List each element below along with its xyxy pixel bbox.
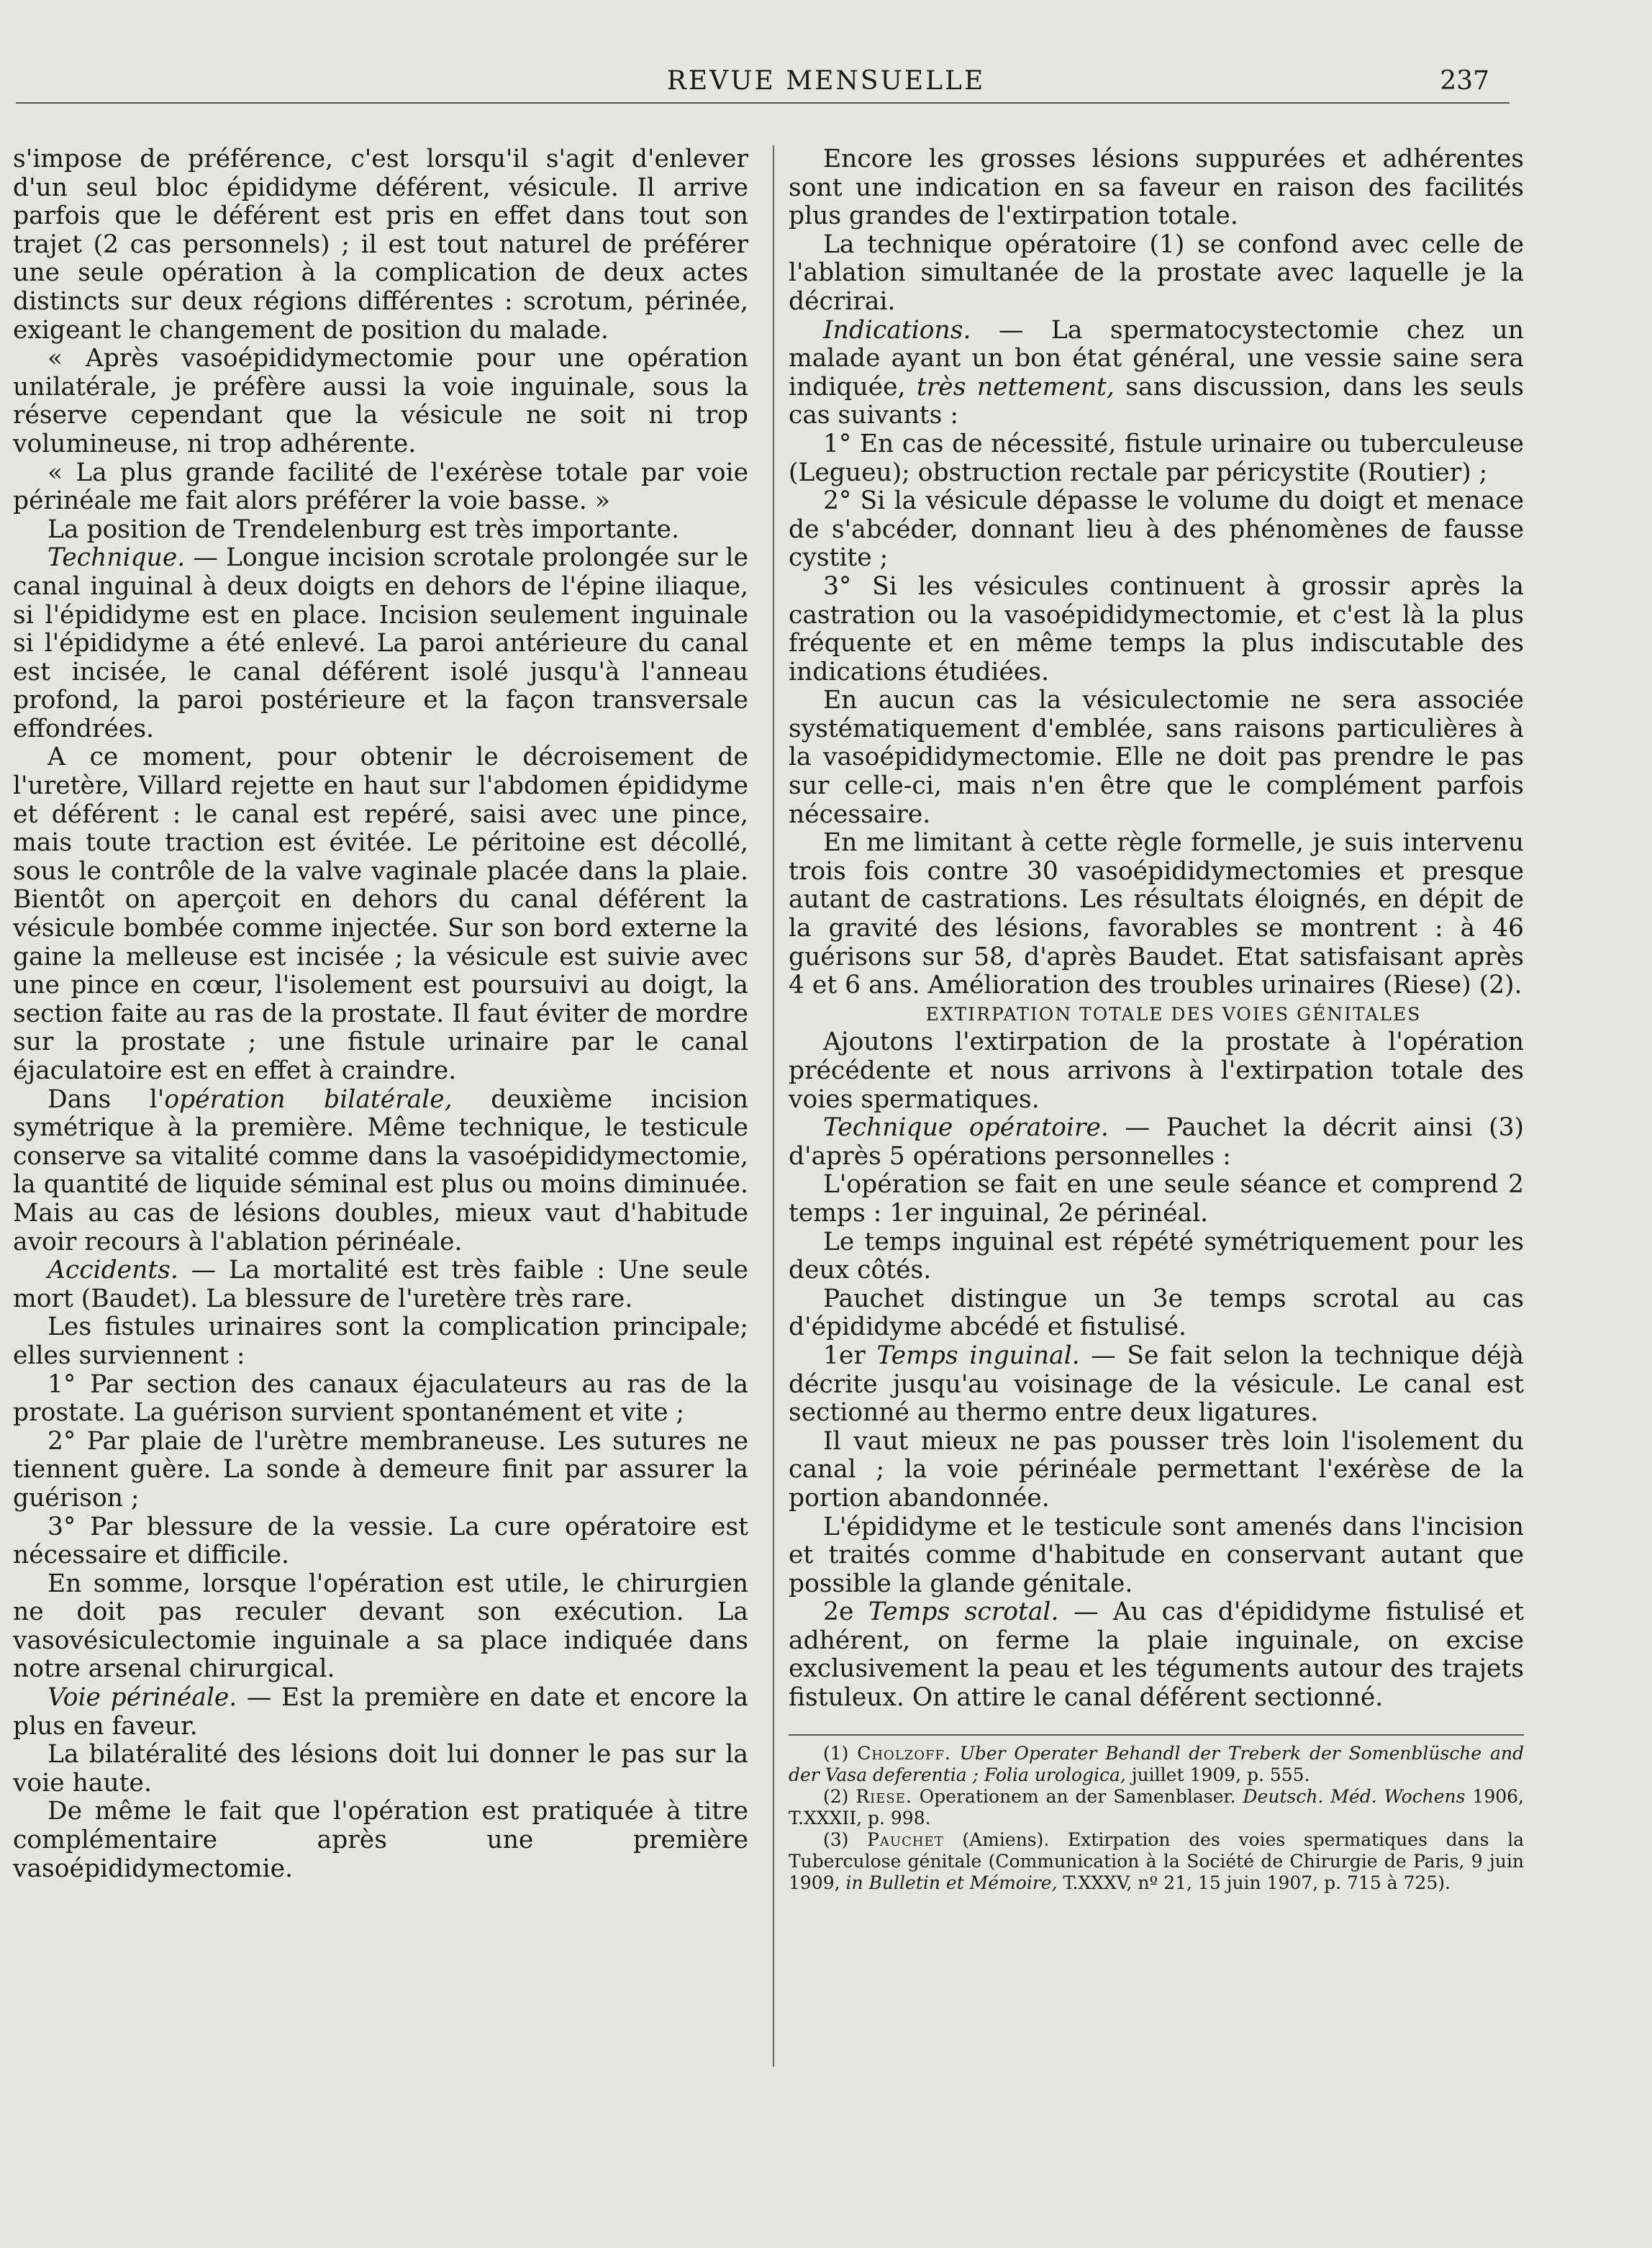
paragraph: 1° Par section des canaux éjaculateurs au ras de la prostate. La guérison survient spontanément et vite ; [13,1369,748,1428]
paragraph [13,544,748,743]
footnote-title: in Bulletin et Mémoire, [845,1872,1058,1893]
paragraph: Il vaut mieux ne pas pousser très loin l'isolement du canal ; la voie périnéale permettant l'exérèse de la portion abandonnée. [789,1426,1524,1513]
paragraph: La technique opératoire (1) se confond avec celle de l'ablation simultanée de la prostate avec laquelle je la décrirai. [789,230,1524,316]
footnote-author: Pauchet [867,1828,944,1850]
footnote-text: (Amiens). Extirpation des voies spermatiques dans la Tuberculose génitale (Communication à la Société de Chirurgie de Paris, 9 juin 1909, [789,1828,1525,1893]
paragraph-lead: Temps inguinal. [876,1341,1080,1370]
right-column [789,145,1524,1894]
footnote-text: juillet 1909, p. 555. [1125,1764,1310,1785]
paragraph: De même le fait que l'opération est pratiquée à titre complémentaire après une première vasoépididymectomie. [13,1797,748,1883]
column-divider [773,145,774,2067]
paragraph-lead: Indications. [823,315,971,345]
paragraph: L'opération se fait en une seule séance et comprend 2 temps : 1er inguinal, 2e périnéal. [789,1170,1524,1228]
paragraph-lead: Voie périnéale. [47,1683,237,1713]
paragraph: Les fistules urinaires sont la complication principale; elles surviennent : [13,1313,748,1370]
page-number: 237 [1440,66,1489,96]
paragraph: 2° Si la vésicule dépasse le volume du doigt et menace de s'abcéder, donnant lieu à des phénomènes de fausse cystite ; [789,486,1524,573]
paragraph: Le temps inguinal est répété symétriquement pour les deux côtés. [789,1227,1524,1285]
paragraph [13,1684,748,1741]
paragraph [13,1256,748,1313]
footnote-1 [789,1743,1524,1786]
paragraph-text: — Pauchet la décrit ainsi (3) d'après 5 opérations personnelles : [789,1113,1524,1171]
paragraph-text: — La mortalité est très faible : Une seule mort (Baudet). La blessure de l'uretère très rare. [13,1256,748,1313]
footnote-title: Deutsch. Méd. Wochens [1243,1785,1466,1807]
paragraph: Pauchet distingue un 3e temps scrotal au cas d'épididyme abcédé et fistulisé. [789,1284,1524,1342]
paragraph-text: 1er [823,1341,877,1370]
footnote-number: (2) [823,1785,856,1807]
footnote-title: Uber Operater Behandl der Treberk der Somenblüsche and der Vasa deferentia ; Folia urologica, [789,1742,1524,1785]
paragraph-text: — Longue incision scrotale prolongée sur le canal inguinal à deux doigts en dehors de l'épine iliaque, si l'épididyme est en place. Incision seulement inguinale si l'épididyme a été enlevé. La paroi antérieure du canal est incisée, le canal déférent isolé jusqu'à l'anneau profond, la paroi postérieure et la façon transversale effondrées. [13,543,748,743]
footnote-rule [789,1734,1524,1736]
paragraph-lead: Temps scrotal. [868,1597,1059,1627]
paragraph-text: — Au cas d'épididyme fistulisé et adhérent, on ferme la plaie inguinale, on excise exclusivement la peau et les téguments autour des trajets fistuleux. On attire le canal déférent sectionné. [789,1597,1525,1713]
paragraph-text: Dans l' [47,1084,165,1114]
paragraph-text: — La spermatocystectomie chez un malade ayant un bon état général, une vessie saine sera indiquée, [789,315,1524,402]
left-column [13,145,748,1883]
paragraph: L'épididyme et le testicule sont amenés dans l'incision et traités comme d'habitude en conservant autant que possible la glande génitale. [789,1512,1524,1598]
footnote-3 [789,1829,1524,1894]
paragraph [789,1114,1524,1171]
paragraph: 1° En cas de nécessité, fistule urinaire ou tuberculeuse (Legueu); obstruction rectale par péricystite (Routier) ; [789,429,1524,487]
paragraph: 2° Par plaie de l'urètre membraneuse. Les sutures ne tiennent guère. La sonde à demeure finit par assurer la guérison ; [13,1426,748,1513]
paragraph: 3° Si les vésicules continuent à grossir après la castration ou la vasoépididymectomie, et c'est là la plus fréquente et en même temps la plus indiscutable des indications étudiées. [789,571,1524,686]
footnote-author: Riese. [856,1785,912,1807]
footnote-2 [789,1786,1524,1829]
paragraph-text: sans discussion, dans les seuls cas suivants : [789,372,1524,430]
paragraph: s'impose de préférence, c'est lorsqu'il s'agit d'enlever d'un seul bloc épididyme déférent, vésicule. Il arrive parfois que le déférent est pris en effet dans tout son trajet (2 cas personnels) ; il est tout naturel de préférer une seule opération à la complication de deux actes distincts sur deux régions différentes : scrotum, périnée, exigeant le changement de position du malade. [13,145,748,345]
paragraph-lead: Technique. [47,543,186,573]
paragraph: En me limitant à cette règle formelle, je suis intervenu trois fois contre 30 vasoépididymectomies et presque autant de castrations. Les résultats éloignés, en dépit de la gravité des lésions, favorables se montrent : à 46 guérisons sur 58, d'après Baudet. Etat satisfaisant après 4 et 6 ans. Amélioration des troubles urinaires (Riese) (2). [789,828,1524,1000]
paragraph: La bilatéralité des lésions doit lui donner le pas sur la voie haute. [13,1740,748,1798]
paragraph: La position de Trendelenburg est très importante. [47,515,679,544]
paragraph-text: — Est la première en date et encore la plus en faveur. [13,1683,748,1741]
paragraph: Ajoutons l'extirpation de la prostate à l'opération précédente et nous arrivons à l'extirpation totale des voies spermatiques. [789,1028,1524,1114]
paragraph: « Après vasoépididymectomie pour une opération unilatérale, je préfère aussi la voie inguinale, sous la réserve cependant que la vésicule ne soit ni trop volumineuse, ni trop adhérente. [13,344,748,458]
paragraph-lead: Technique opératoire. [823,1113,1109,1143]
footnote-author: Cholzoff. [857,1742,951,1764]
paragraph-lead: opération bilatérale, [164,1084,453,1114]
paragraph [13,1086,748,1257]
running-title: REVUE MENSUELLE [666,66,986,96]
section-title: EXTIRPATION TOTALE DES VOIES GÉNITALES [925,1003,1422,1025]
paragraph: 3° Par blessure de la vessie. La cure opératoire est nécessaire et difficile. [13,1512,748,1570]
paragraph-text: 2e [823,1597,868,1627]
paragraph-text: deuxième incision symétrique à la première. Même technique, le testicule conserve sa vitalité comme dans la vasoépididymectomie, la quantité de liquide séminal est plus ou moins diminuée. Mais au cas de lésions doubles, mieux vaut d'habitude avoir recours à l'ablation périnéale. [13,1084,748,1256]
footnote-number: (1) [823,1742,858,1764]
paragraph-lead: Accidents. [47,1256,178,1285]
footnote-text: Operationem an der Samenblaser. [912,1785,1243,1807]
paragraph: A ce moment, pour obtenir le décroisement de l'uretère, Villard rejette en haut sur l'abdomen épididyme et déférent : le canal est repéré, saisi avec une pince, mais toute traction est évitée. Le péritoine est décollé, sous le contrôle de la valve vaginale placée dans la plaie. Bientôt on aperçoit en dehors du canal déférent la vésicule bombée comme injectée. Sur son bord externe la gaine la melleuse est incisée ; la vésicule est suivie avec une pince en cœur, l'isolement est poursuivi au doigt, la section faite au ras de la prostate. Il faut éviter de mordre sur la prostate ; une fistule urinaire par le canal éjaculatoire est en effet à craindre. [13,743,748,1085]
paragraph: En aucun cas la vésiculectomie ne sera associée systématiquement d'emblée, sans raisons particulières à la vasoépididymectomie. Elle ne doit pas prendre le pas sur celle-ci, mais n'en être que le complément parfois nécessaire. [789,686,1524,829]
footnote-text: T.XXXV, nº 21, 15 juin 1907, p. 715 à 725). [1057,1872,1451,1893]
paragraph [789,1342,1524,1428]
paragraph-text: — Se fait selon la technique déjà décrite jusqu'au voisinage de la vésicule. Le canal est sectionné au thermo entre deux ligatures. [789,1341,1524,1428]
paragraph: En somme, lorsque l'opération est utile, le chirurgien ne doit pas reculer devant son exécution. La vasovésiculectomie inguinale a sa place indiquée dans notre arsenal chirurgical. [13,1569,748,1684]
paragraph [789,1598,1524,1712]
footnote-number: (3) [823,1828,868,1850]
header-rule [16,102,1510,104]
footnote-text: 1906, T.XXXII, p. 998. [789,1785,1524,1828]
paragraph [789,317,1524,430]
paragraph: Encore les grosses lésions suppurées et adhérentes sont une indication en sa faveur en raison des facilités plus grandes de l'extirpation totale. [789,145,1524,231]
emphasis-text: très nettement, [916,372,1115,402]
paragraph: « La plus grande facilité de l'exérèse totale par voie périnéale me fait alors préférer la voie basse. » [13,458,748,516]
